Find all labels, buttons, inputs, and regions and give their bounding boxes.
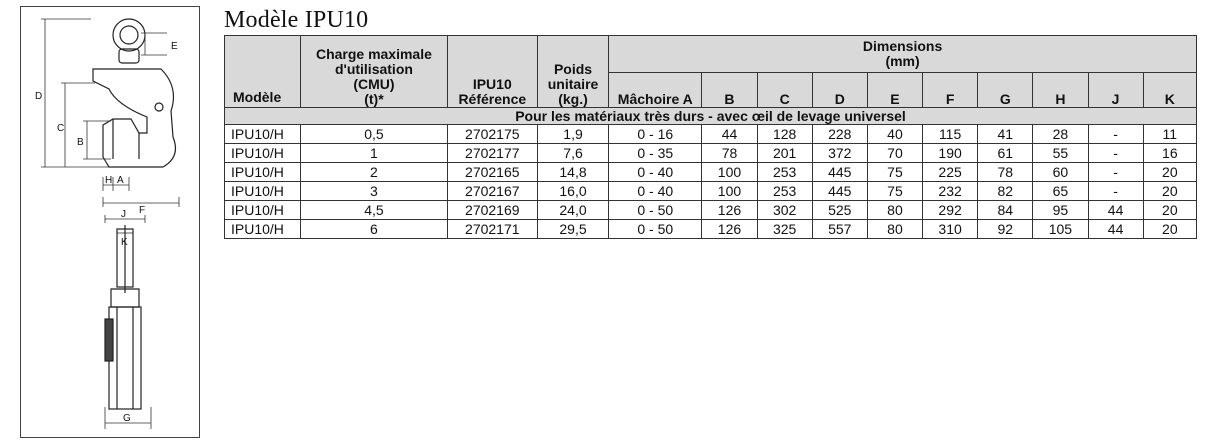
- label-C: C: [57, 123, 65, 134]
- table-cell: 44: [1088, 201, 1143, 220]
- table-cell: 190: [923, 144, 978, 163]
- clamp-body: [93, 69, 175, 167]
- table-cell: -: [1088, 163, 1143, 182]
- table-cell: 325: [757, 220, 812, 239]
- table-cell: 24,0: [537, 201, 608, 220]
- table-row: [225, 220, 1197, 239]
- table-cell: 2702167: [447, 182, 537, 201]
- page-title: Modèle IPU10: [224, 7, 369, 33]
- table-cell: 100: [702, 163, 757, 182]
- table-cell: 525: [812, 201, 867, 220]
- table-cell: 14,8: [537, 163, 608, 182]
- table-cell: 0 - 50: [609, 220, 702, 239]
- header-dim-col: B: [702, 73, 757, 108]
- table-cell: 253: [757, 163, 812, 182]
- table-cell: 2702169: [447, 201, 537, 220]
- table-cell: 445: [812, 182, 867, 201]
- table-cell: IPU10/H: [225, 201, 301, 220]
- label-K: K: [121, 237, 128, 248]
- table-cell: 11: [1143, 125, 1196, 144]
- header-dim-col: C: [757, 73, 812, 108]
- header-weight: [537, 36, 608, 108]
- table-cell: IPU10/H: [225, 220, 301, 239]
- header-weight-line: Poids: [553, 61, 593, 77]
- table-cell: IPU10/H: [225, 144, 301, 163]
- cam-pivot: [155, 103, 163, 111]
- label-D: D: [35, 91, 43, 102]
- table-cell: 20: [1143, 163, 1196, 182]
- header-dim-col: H: [1033, 73, 1088, 108]
- header-dimensions: [609, 36, 1197, 73]
- table-cell: 292: [923, 201, 978, 220]
- table-cell: 7,6: [537, 144, 608, 163]
- header-dim-col: E: [867, 73, 922, 108]
- table-cell: 65: [1033, 182, 1088, 201]
- table-cell: 75: [867, 182, 922, 201]
- table-cell: 95: [1033, 201, 1088, 220]
- header-cmu-line: d'utilisation: [334, 61, 413, 77]
- header-dim-col: K: [1143, 73, 1196, 108]
- header-weight-line: (kg.): [558, 91, 588, 107]
- table-cell: 92: [978, 220, 1033, 239]
- table-cell: 302: [757, 201, 812, 220]
- table-row: [225, 201, 1197, 220]
- table-cell: IPU10/H: [225, 125, 301, 144]
- table-cell: 29,5: [537, 220, 608, 239]
- table-cell: 20: [1143, 201, 1196, 220]
- table-cell: 0,5: [301, 125, 447, 144]
- table-cell: 20: [1143, 220, 1196, 239]
- label-H: H: [105, 175, 113, 186]
- table-cell: 75: [867, 163, 922, 182]
- table-cell: IPU10/H: [225, 182, 301, 201]
- section-label: Pour les matériaux très durs - avec œil de levage universel: [225, 108, 1197, 125]
- table-cell: 40: [867, 125, 922, 144]
- table-cell: 20: [1143, 182, 1196, 201]
- header-reference: [447, 36, 537, 108]
- section-row: [225, 108, 1197, 125]
- header-dim-col: Mâchoire A: [609, 73, 702, 108]
- table-cell: 60: [1033, 163, 1088, 182]
- header-reference-line: IPU10: [472, 76, 512, 92]
- table-cell: 0 - 35: [609, 144, 702, 163]
- table-cell: 80: [867, 220, 922, 239]
- table-cell: 2702177: [447, 144, 537, 163]
- header-cmu-line: (CMU): [353, 76, 395, 92]
- table-cell: 84: [978, 201, 1033, 220]
- label-E: E: [171, 41, 178, 52]
- table-cell: 80: [867, 201, 922, 220]
- table-cell: 557: [812, 220, 867, 239]
- table-cell: 1: [301, 144, 447, 163]
- header-model: [225, 36, 301, 108]
- table-cell: 78: [978, 163, 1033, 182]
- table-cell: 115: [923, 125, 978, 144]
- table-row: [225, 144, 1197, 163]
- table-cell: 2: [301, 163, 447, 182]
- table-row: [225, 163, 1197, 182]
- label-J: J: [121, 209, 126, 220]
- table-cell: 0 - 40: [609, 182, 702, 201]
- table-cell: 44: [1088, 220, 1143, 239]
- table-cell: 0 - 40: [609, 163, 702, 182]
- table-cell: 228: [812, 125, 867, 144]
- header-dimensions-line: (mm): [885, 53, 920, 69]
- label-F: F: [139, 205, 146, 216]
- table-cell: 16,0: [537, 182, 608, 201]
- table-cell: 78: [702, 144, 757, 163]
- clamp-diagram: [21, 7, 201, 439]
- table-cell: 0 - 16: [609, 125, 702, 144]
- header-cmu-line: Charge maximale: [315, 46, 432, 62]
- table-cell: 232: [923, 182, 978, 201]
- table-cell: 55: [1033, 144, 1088, 163]
- label-G: G: [123, 413, 131, 424]
- table-cell: 225: [923, 163, 978, 182]
- table-cell: 2702171: [447, 220, 537, 239]
- table-cell: 82: [978, 182, 1033, 201]
- table-cell: -: [1088, 182, 1143, 201]
- table-row: [225, 125, 1197, 144]
- header-model-label: Modèle: [233, 89, 282, 105]
- header-cmu-line: (t)*: [364, 91, 384, 107]
- table-cell: -: [1088, 125, 1143, 144]
- table-cell: 126: [702, 201, 757, 220]
- header-weight-line: unitaire: [547, 76, 599, 92]
- lifting-eye: [113, 19, 145, 51]
- header-dim-col: J: [1088, 73, 1143, 108]
- specification-table: [224, 35, 1197, 239]
- label-B: B: [77, 137, 84, 148]
- table-cell: 445: [812, 163, 867, 182]
- header-dim-col: D: [812, 73, 867, 108]
- table-cell: 2702175: [447, 125, 537, 144]
- table-cell: 105: [1033, 220, 1088, 239]
- table-cell: 310: [923, 220, 978, 239]
- table-cell: 372: [812, 144, 867, 163]
- table-row: [225, 182, 1197, 201]
- table-cell: -: [1088, 144, 1143, 163]
- table-cell: 44: [702, 125, 757, 144]
- table-body: [225, 108, 1197, 239]
- table-cell: 41: [978, 125, 1033, 144]
- header-cmu: [301, 36, 447, 108]
- header-dim-col: F: [923, 73, 978, 108]
- table-cell: 70: [867, 144, 922, 163]
- label-A: A: [117, 175, 124, 186]
- table-cell: 28: [1033, 125, 1088, 144]
- header-reference-line: Référence: [458, 91, 527, 107]
- table-cell: 2702165: [447, 163, 537, 182]
- table-cell: IPU10/H: [225, 163, 301, 182]
- table-cell: 1,9: [537, 125, 608, 144]
- table-cell: 61: [978, 144, 1033, 163]
- table-cell: 128: [757, 125, 812, 144]
- table-cell: 100: [702, 182, 757, 201]
- table-cell: 4,5: [301, 201, 447, 220]
- header-dimensions-line: Dimensions: [862, 38, 943, 54]
- table-cell: 201: [757, 144, 812, 163]
- technical-drawing: [20, 6, 200, 438]
- table-cell: 253: [757, 182, 812, 201]
- header-dim-col: G: [978, 73, 1033, 108]
- table-cell: 0 - 50: [609, 201, 702, 220]
- table-cell: 6: [301, 220, 447, 239]
- table-cell: 3: [301, 182, 447, 201]
- table-cell: 16: [1143, 144, 1196, 163]
- front-body: [109, 307, 141, 409]
- table-cell: 126: [702, 220, 757, 239]
